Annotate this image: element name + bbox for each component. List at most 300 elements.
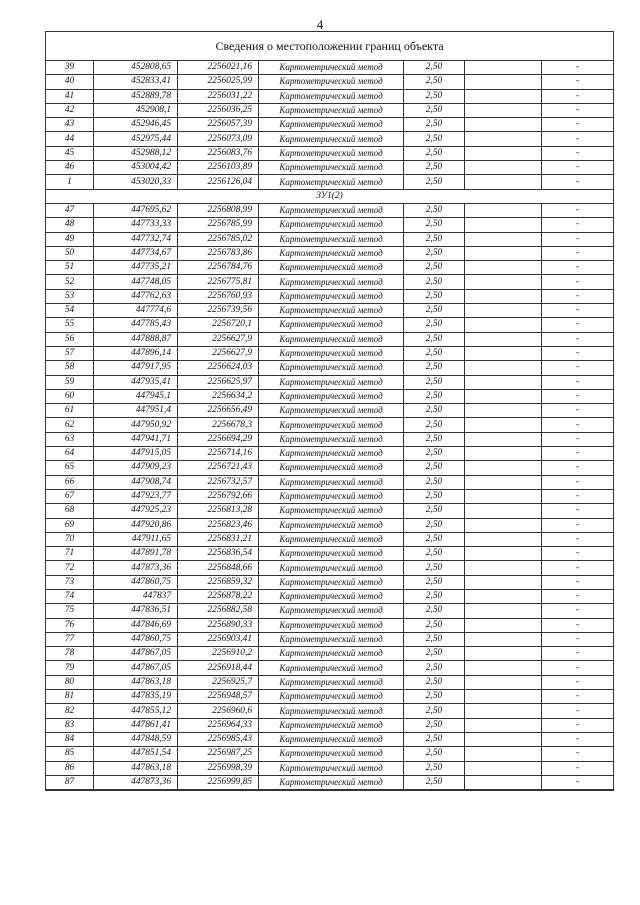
x-coordinate-cell: 447855,12 [94, 704, 178, 718]
y-coordinate-cell: 2256775,81 [178, 275, 259, 289]
empty-cell [465, 647, 542, 661]
table-row [46, 432, 613, 446]
note-cell: - [542, 118, 614, 132]
x-coordinate-cell: 447836,51 [94, 604, 178, 618]
x-coordinate-cell: 447734,67 [94, 246, 178, 260]
method-cell: Картометрический метод [259, 203, 404, 217]
note-cell: - [542, 447, 614, 461]
x-coordinate-cell: 447860,75 [94, 575, 178, 589]
x-coordinate-cell: 447733,33 [94, 218, 178, 232]
note-cell: - [542, 690, 614, 704]
point-number-cell: 46 [46, 161, 94, 175]
y-coordinate-cell: 2256694,29 [178, 432, 259, 446]
precision-cell: 2,50 [404, 518, 465, 532]
point-number-cell: 82 [46, 704, 94, 718]
table-row [46, 389, 613, 403]
point-number-cell: 52 [46, 275, 94, 289]
note-cell: - [542, 418, 614, 432]
x-coordinate-cell: 453020,33 [94, 175, 178, 189]
note-cell: - [542, 632, 614, 646]
table-row [46, 418, 613, 432]
method-cell: Картометрический метод [259, 647, 404, 661]
point-number-cell: 75 [46, 604, 94, 618]
method-cell: Картометрический метод [259, 261, 404, 275]
point-number-cell: 81 [46, 690, 94, 704]
table-row [46, 89, 613, 103]
x-coordinate-cell: 447735,21 [94, 261, 178, 275]
note-cell: - [542, 518, 614, 532]
method-cell: Картометрический метод [259, 489, 404, 503]
y-coordinate-cell: 2256126,04 [178, 175, 259, 189]
x-coordinate-cell: 452808,65 [94, 61, 178, 75]
y-coordinate-cell: 2256910,2 [178, 647, 259, 661]
precision-cell: 2,50 [404, 389, 465, 403]
x-coordinate-cell: 447867,05 [94, 661, 178, 675]
method-cell: Картометрический метод [259, 246, 404, 260]
note-cell: - [542, 775, 614, 789]
precision-cell: 2,50 [404, 575, 465, 589]
precision-cell: 2,50 [404, 704, 465, 718]
precision-cell: 2,50 [404, 618, 465, 632]
note-cell: - [542, 61, 614, 75]
note-cell: - [542, 146, 614, 160]
y-coordinate-cell: 2256083,76 [178, 146, 259, 160]
y-coordinate-cell: 2256103,89 [178, 161, 259, 175]
method-cell: Картометрический метод [259, 475, 404, 489]
y-coordinate-cell: 2256627,9 [178, 332, 259, 346]
precision-cell: 2,50 [404, 89, 465, 103]
method-cell: Картометрический метод [259, 675, 404, 689]
empty-cell [465, 690, 542, 704]
y-coordinate-cell: 2256732,57 [178, 475, 259, 489]
note-cell: - [542, 561, 614, 575]
x-coordinate-cell: 452946,45 [94, 118, 178, 132]
y-coordinate-cell: 2256960,6 [178, 704, 259, 718]
note-cell: - [542, 246, 614, 260]
precision-cell: 2,50 [404, 61, 465, 75]
x-coordinate-cell: 447774,6 [94, 304, 178, 318]
empty-cell [465, 518, 542, 532]
note-cell: - [542, 404, 614, 418]
y-coordinate-cell: 2256948,57 [178, 690, 259, 704]
note-cell: - [542, 661, 614, 675]
method-cell: Картометрический метод [259, 132, 404, 146]
note-cell: - [542, 675, 614, 689]
table-row [46, 690, 613, 704]
x-coordinate-cell: 447908,74 [94, 475, 178, 489]
method-cell: Картометрический метод [259, 718, 404, 732]
y-coordinate-cell: 2256073,09 [178, 132, 259, 146]
point-number-cell: 47 [46, 203, 94, 217]
note-cell: - [542, 332, 614, 346]
method-cell: Картометрический метод [259, 504, 404, 518]
precision-cell: 2,50 [404, 561, 465, 575]
method-cell: Картометрический метод [259, 118, 404, 132]
empty-cell [465, 275, 542, 289]
precision-cell: 2,50 [404, 718, 465, 732]
note-cell: - [542, 432, 614, 446]
table-row [46, 118, 613, 132]
table-row [46, 704, 613, 718]
x-coordinate-cell: 447911,65 [94, 532, 178, 546]
x-coordinate-cell: 447848,59 [94, 732, 178, 746]
precision-cell: 2,50 [404, 132, 465, 146]
method-cell: Картометрический метод [259, 218, 404, 232]
note-cell: - [542, 604, 614, 618]
precision-cell: 2,50 [404, 332, 465, 346]
point-number-cell: 56 [46, 332, 94, 346]
table-row [46, 146, 613, 160]
point-number-cell: 63 [46, 432, 94, 446]
method-cell: Картометрический метод [259, 547, 404, 561]
table-row [46, 375, 613, 389]
empty-cell [465, 75, 542, 89]
precision-cell: 2,50 [404, 361, 465, 375]
y-coordinate-cell: 2256760,93 [178, 289, 259, 303]
x-coordinate-cell: 447863,18 [94, 675, 178, 689]
table-row [46, 775, 613, 789]
precision-cell: 2,50 [404, 761, 465, 775]
y-coordinate-cell: 2256634,2 [178, 389, 259, 403]
precision-cell: 2,50 [404, 747, 465, 761]
method-cell: Картометрический метод [259, 604, 404, 618]
precision-cell: 2,50 [404, 732, 465, 746]
x-coordinate-cell: 453004,42 [94, 161, 178, 175]
y-coordinate-cell: 2256625,97 [178, 375, 259, 389]
x-coordinate-cell: 452988,12 [94, 146, 178, 160]
y-coordinate-cell: 2256998,39 [178, 761, 259, 775]
table-row [46, 618, 613, 632]
method-cell: Картометрический метод [259, 146, 404, 160]
y-coordinate-cell: 2256831,21 [178, 532, 259, 546]
table-row [46, 547, 613, 561]
x-coordinate-cell: 447851,54 [94, 747, 178, 761]
precision-cell: 2,50 [404, 532, 465, 546]
empty-cell [465, 532, 542, 546]
method-cell: Картометрический метод [259, 532, 404, 546]
point-number-cell: 43 [46, 118, 94, 132]
method-cell: Картометрический метод [259, 775, 404, 789]
method-cell: Картометрический метод [259, 103, 404, 117]
point-number-cell: 54 [46, 304, 94, 318]
x-coordinate-cell: 447835,19 [94, 690, 178, 704]
x-coordinate-cell: 447873,36 [94, 561, 178, 575]
note-cell: - [542, 261, 614, 275]
empty-cell [465, 561, 542, 575]
note-cell: - [542, 318, 614, 332]
note-cell: - [542, 389, 614, 403]
empty-cell [465, 232, 542, 246]
x-coordinate-cell: 447867,05 [94, 647, 178, 661]
empty-cell [465, 332, 542, 346]
precision-cell: 2,50 [404, 775, 465, 789]
point-number-cell: 59 [46, 375, 94, 389]
x-coordinate-cell: 447695,62 [94, 203, 178, 217]
method-cell: Картометрический метод [259, 389, 404, 403]
method-cell: Картометрический метод [259, 161, 404, 175]
note-cell: - [542, 718, 614, 732]
precision-cell: 2,50 [404, 547, 465, 561]
x-coordinate-cell: 447863,18 [94, 761, 178, 775]
point-number-cell: 86 [46, 761, 94, 775]
empty-cell [465, 432, 542, 446]
point-number-cell: 69 [46, 518, 94, 532]
y-coordinate-cell: 2256999,85 [178, 775, 259, 789]
point-number-cell: 45 [46, 146, 94, 160]
y-coordinate-cell: 2256918,44 [178, 661, 259, 675]
precision-cell: 2,50 [404, 203, 465, 217]
note-cell: - [542, 532, 614, 546]
empty-cell [465, 261, 542, 275]
precision-cell: 2,50 [404, 118, 465, 132]
table-row [46, 475, 613, 489]
note-cell: - [542, 475, 614, 489]
y-coordinate-cell: 2256624,03 [178, 361, 259, 375]
point-number-cell: 39 [46, 61, 94, 75]
empty-cell [465, 618, 542, 632]
point-number-cell: 44 [46, 132, 94, 146]
table-row [46, 589, 613, 603]
y-coordinate-cell: 2256813,28 [178, 504, 259, 518]
empty-cell [465, 103, 542, 117]
table-row [46, 346, 613, 360]
subsection-row [46, 189, 613, 203]
empty-cell [465, 632, 542, 646]
method-cell: Картометрический метод [259, 447, 404, 461]
point-number-cell: 80 [46, 675, 94, 689]
table-row [46, 246, 613, 260]
note-cell: - [542, 132, 614, 146]
note-cell: - [542, 489, 614, 503]
method-cell: Картометрический метод [259, 732, 404, 746]
y-coordinate-cell: 2256721,43 [178, 461, 259, 475]
table-row [46, 232, 613, 246]
x-coordinate-cell: 447909,23 [94, 461, 178, 475]
section-title: Сведения о местоположении границ объекта [46, 32, 613, 61]
empty-cell [465, 146, 542, 160]
y-coordinate-cell: 2256783,86 [178, 246, 259, 260]
x-coordinate-cell: 452908,1 [94, 103, 178, 117]
empty-cell [465, 761, 542, 775]
method-cell: Картометрический метод [259, 704, 404, 718]
empty-cell [465, 89, 542, 103]
point-number-cell: 83 [46, 718, 94, 732]
table-row [46, 203, 613, 217]
x-coordinate-cell: 447732,74 [94, 232, 178, 246]
empty-cell [465, 489, 542, 503]
note-cell: - [542, 232, 614, 246]
x-coordinate-cell: 447891,78 [94, 547, 178, 561]
table-row [46, 461, 613, 475]
note-cell: - [542, 304, 614, 318]
x-coordinate-cell: 447935,41 [94, 375, 178, 389]
y-coordinate-cell: 2256859,32 [178, 575, 259, 589]
method-cell: Картометрический метод [259, 89, 404, 103]
point-number-cell: 66 [46, 475, 94, 489]
table-row [46, 575, 613, 589]
table-row [46, 361, 613, 375]
method-cell: Картометрический метод [259, 589, 404, 603]
y-coordinate-cell: 2256890,33 [178, 618, 259, 632]
x-coordinate-cell: 447915,05 [94, 447, 178, 461]
point-number-cell: 51 [46, 261, 94, 275]
y-coordinate-cell: 2256720,1 [178, 318, 259, 332]
empty-cell [465, 161, 542, 175]
empty-cell [465, 132, 542, 146]
precision-cell: 2,50 [404, 318, 465, 332]
table-row [46, 218, 613, 232]
empty-cell [465, 404, 542, 418]
y-coordinate-cell: 2256057,39 [178, 118, 259, 132]
table-row [46, 747, 613, 761]
empty-cell [465, 375, 542, 389]
point-number-cell: 84 [46, 732, 94, 746]
empty-cell [465, 775, 542, 789]
empty-cell [465, 547, 542, 561]
precision-cell: 2,50 [404, 146, 465, 160]
empty-cell [465, 246, 542, 260]
point-number-cell: 72 [46, 561, 94, 575]
note-cell: - [542, 589, 614, 603]
x-coordinate-cell: 447896,14 [94, 346, 178, 360]
x-coordinate-cell: 447917,95 [94, 361, 178, 375]
precision-cell: 2,50 [404, 418, 465, 432]
method-cell: Картометрический метод [259, 518, 404, 532]
note-cell: - [542, 289, 614, 303]
x-coordinate-cell: 447748,05 [94, 275, 178, 289]
note-cell: - [542, 175, 614, 189]
method-cell: Картометрический метод [259, 661, 404, 675]
empty-cell [465, 661, 542, 675]
table-row [46, 61, 613, 75]
point-number-cell: 49 [46, 232, 94, 246]
table-row [46, 604, 613, 618]
empty-cell [465, 361, 542, 375]
y-coordinate-cell: 2256714,16 [178, 447, 259, 461]
point-number-cell: 50 [46, 246, 94, 260]
empty-cell [465, 475, 542, 489]
method-cell: Картометрический метод [259, 404, 404, 418]
x-coordinate-cell: 447951,4 [94, 404, 178, 418]
empty-cell [465, 504, 542, 518]
empty-cell [465, 318, 542, 332]
empty-cell [465, 289, 542, 303]
x-coordinate-cell: 452833,41 [94, 75, 178, 89]
point-number-cell: 76 [46, 618, 94, 632]
coordinates-table [46, 61, 613, 790]
table-row [46, 275, 613, 289]
method-cell: Картометрический метод [259, 375, 404, 389]
note-cell: - [542, 89, 614, 103]
table-row [46, 332, 613, 346]
x-coordinate-cell: 447950,92 [94, 418, 178, 432]
x-coordinate-cell: 447923,77 [94, 489, 178, 503]
note-cell: - [542, 103, 614, 117]
table-row [46, 103, 613, 117]
point-number-cell: 73 [46, 575, 94, 589]
x-coordinate-cell: 447920,86 [94, 518, 178, 532]
empty-cell [465, 304, 542, 318]
method-cell: Картометрический метод [259, 418, 404, 432]
empty-cell [465, 203, 542, 217]
precision-cell: 2,50 [404, 103, 465, 117]
empty-cell [465, 346, 542, 360]
table-row [46, 675, 613, 689]
y-coordinate-cell: 2256678,3 [178, 418, 259, 432]
x-coordinate-cell: 447945,1 [94, 389, 178, 403]
table-row [46, 532, 613, 546]
y-coordinate-cell: 2256627,9 [178, 346, 259, 360]
point-number-cell: 42 [46, 103, 94, 117]
note-cell: - [542, 547, 614, 561]
y-coordinate-cell: 2256792,66 [178, 489, 259, 503]
y-coordinate-cell: 2256031,22 [178, 89, 259, 103]
note-cell: - [542, 647, 614, 661]
note-cell: - [542, 575, 614, 589]
point-number-cell: 78 [46, 647, 94, 661]
table-row [46, 489, 613, 503]
precision-cell: 2,50 [404, 218, 465, 232]
y-coordinate-cell: 2256025,99 [178, 75, 259, 89]
y-coordinate-cell: 2256925,7 [178, 675, 259, 689]
method-cell: Картометрический метод [259, 175, 404, 189]
precision-cell: 2,50 [404, 489, 465, 503]
method-cell: Картометрический метод [259, 361, 404, 375]
method-cell: Картометрический метод [259, 61, 404, 75]
method-cell: Картометрический метод [259, 318, 404, 332]
point-number-cell: 62 [46, 418, 94, 432]
point-number-cell: 64 [46, 447, 94, 461]
table-row [46, 132, 613, 146]
point-number-cell: 71 [46, 547, 94, 561]
point-number-cell: 55 [46, 318, 94, 332]
note-cell: - [542, 761, 614, 775]
table-row [46, 161, 613, 175]
point-number-cell: 70 [46, 532, 94, 546]
table-row [46, 504, 613, 518]
method-cell: Картометрический метод [259, 432, 404, 446]
precision-cell: 2,50 [404, 375, 465, 389]
point-number-cell: 57 [46, 346, 94, 360]
note-cell: - [542, 361, 614, 375]
note-cell: - [542, 732, 614, 746]
precision-cell: 2,50 [404, 432, 465, 446]
y-coordinate-cell: 2256903,41 [178, 632, 259, 646]
note-cell: - [542, 203, 614, 217]
empty-cell [465, 718, 542, 732]
precision-cell: 2,50 [404, 461, 465, 475]
empty-cell [465, 118, 542, 132]
y-coordinate-cell: 2256036,25 [178, 103, 259, 117]
precision-cell: 2,50 [404, 261, 465, 275]
x-coordinate-cell: 447785,43 [94, 318, 178, 332]
note-cell: - [542, 275, 614, 289]
note-cell: - [542, 218, 614, 232]
point-number-cell: 60 [46, 389, 94, 403]
empty-cell [465, 704, 542, 718]
x-coordinate-cell: 447873,36 [94, 775, 178, 789]
empty-cell [465, 604, 542, 618]
y-coordinate-cell: 2256785,02 [178, 232, 259, 246]
x-coordinate-cell: 447941,71 [94, 432, 178, 446]
method-cell: Картометрический метод [259, 632, 404, 646]
precision-cell: 2,50 [404, 275, 465, 289]
point-number-cell: 41 [46, 89, 94, 103]
precision-cell: 2,50 [404, 75, 465, 89]
note-cell: - [542, 346, 614, 360]
y-coordinate-cell: 2256848,66 [178, 561, 259, 575]
x-coordinate-cell: 447846,69 [94, 618, 178, 632]
